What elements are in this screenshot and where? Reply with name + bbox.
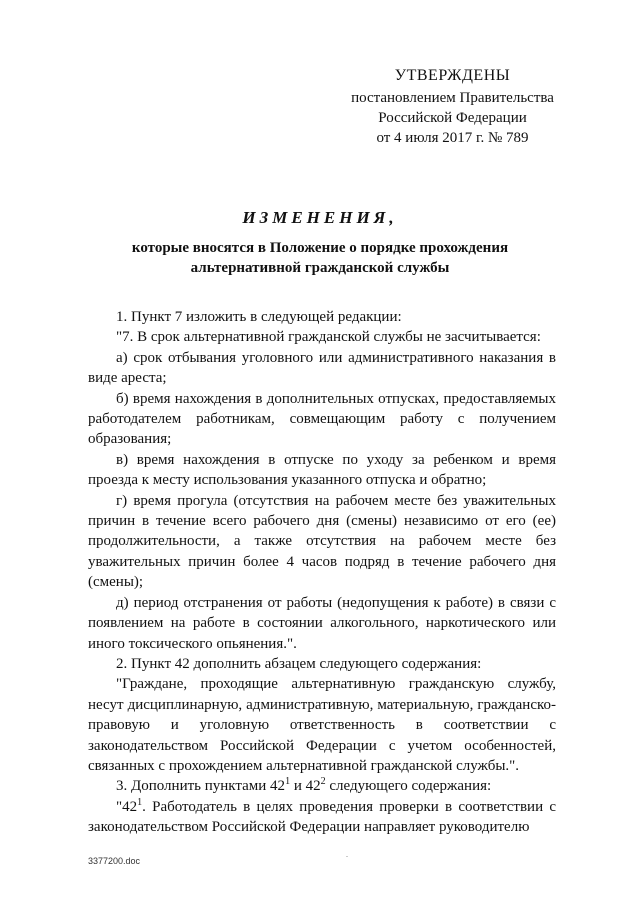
paragraph-2: "7. В срок альтернативной гражданской службы не засчитывается: xyxy=(116,329,541,346)
approval-stamp xyxy=(330,66,575,148)
approval-line-3: от 4 июля 2017 г. № 789 xyxy=(376,130,529,146)
footer-dot: . xyxy=(346,850,348,859)
superscript-2: 2 xyxy=(320,776,326,788)
paragraph-9: "Граждане, проходящие альтернативную гражданскую службу, несут дисциплинарную, административную, материальную, гражданско-правовую и уголовную ответственность в соответствии с законодательством Российской Федерации с учетом особенностей, связанных с прохождением альтернативной гражданской службы.". xyxy=(88,676,556,774)
paragraph-11 xyxy=(88,797,556,838)
paragraph-10 xyxy=(88,776,556,796)
paragraph-1: 1. Пункт 7 изложить в следующей редакции: xyxy=(116,309,402,325)
paragraph-8: 2. Пункт 42 дополнить абзацем следующего содержания: xyxy=(116,655,482,672)
paragraph-3: а) срок отбывания уголовного или административного наказания в виде ареста; xyxy=(88,349,556,387)
approval-title: УТВЕРЖДЕНЫ xyxy=(394,67,511,84)
document-title: ИЗМЕНЕНИЯ, xyxy=(242,208,398,227)
document-body xyxy=(88,307,556,838)
paragraph-6: г) время прогула (отсутствия на рабочем месте без уважительных причин в течение всего рабочего дня (смены) независимо от его (ее) продолжительности, а также отсутствия на рабочем месте без уважительных причин более 4 часов подряд в течение рабочего дня (смены); xyxy=(88,492,556,591)
approval-line-1: постановлением Правительства xyxy=(351,90,554,106)
subtitle-line-1: которые вносятся в Положение о порядке прохождения xyxy=(131,240,509,256)
paragraph-10-part-b: и 42 xyxy=(290,778,321,795)
paragraph-7: д) период отстранения от работы (недопущения к работе) в связи с появлением на работе в состоянии алкогольного, наркотического или иного токсического опьянения.". xyxy=(88,594,556,652)
paragraph-10-part-c: следующего содержания: xyxy=(325,778,492,795)
approval-line-2: Российской Федерации xyxy=(378,110,527,126)
subtitle-line-2: альтернативной гражданской службы xyxy=(190,260,450,276)
paragraph-11-part-b: . Работодатель в целях проведения проверки в соответствии с законодательством Российской Федерации направляет руководителю xyxy=(88,798,556,836)
footer-file-code: 3377200.doc xyxy=(88,856,141,866)
superscript-1: 1 xyxy=(285,776,291,788)
paragraph-5: в) время нахождения в отпуске по уходу за ребенком и время проезда к месту использования указанного отпуска и обратно; xyxy=(88,451,556,489)
paragraph-11-part-a: "42 xyxy=(116,798,138,815)
document-subtitle xyxy=(70,238,570,278)
paragraph-10-part-a: 3. Дополнить пунктами 42 xyxy=(116,778,286,795)
paragraph-4: б) время нахождения в дополнительных отпусках, предоставляемых работодателем работникам, совмещающим работу с получением образования; xyxy=(88,390,556,448)
superscript-3: 1 xyxy=(137,796,143,808)
